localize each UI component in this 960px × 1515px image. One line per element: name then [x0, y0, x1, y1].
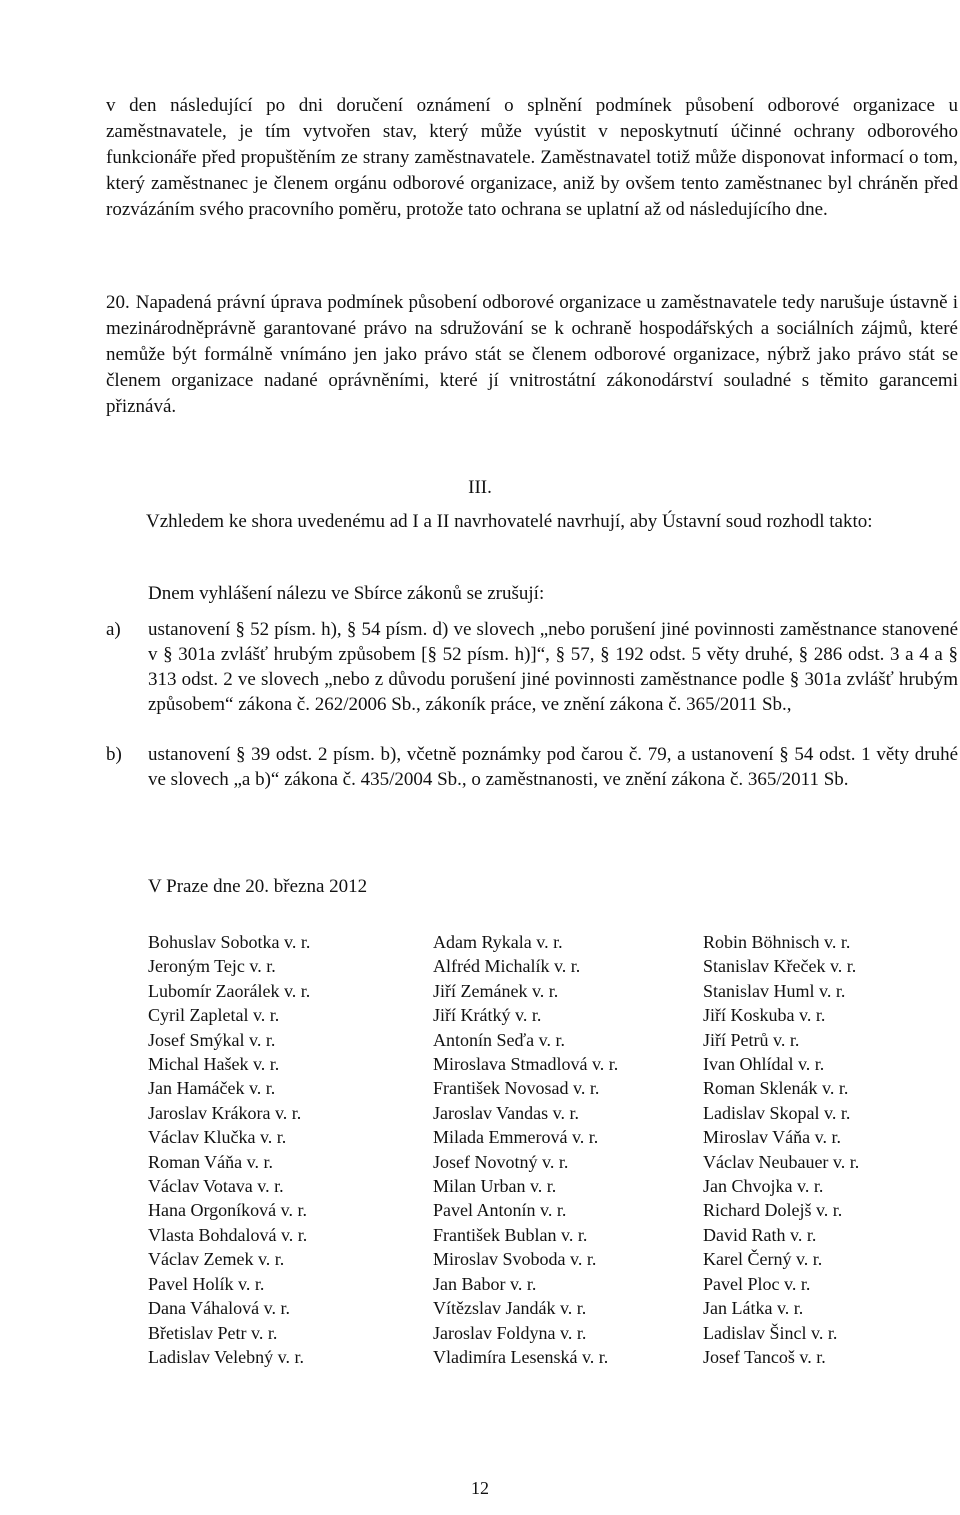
signatory-name: David Rath v. r.: [703, 1224, 817, 1245]
signatory-name: Stanislav Křeček v. r.: [703, 956, 857, 977]
section-heading: III.: [468, 477, 492, 498]
signatory-name: Jan Látka v. r.: [703, 1298, 804, 1319]
signature-column-1: [148, 930, 310, 1369]
signatures-block: [148, 930, 938, 1420]
signatory-name: Vladimíra Lesenská v. r.: [433, 1346, 609, 1367]
signatory-name: František Bublan v. r.: [433, 1224, 588, 1245]
decision-intro: Dnem vyhlášení nálezu ve Sbírce zákonů se zrušují:: [148, 583, 545, 604]
item-letter: a): [106, 619, 121, 640]
decision-item: [106, 742, 958, 792]
petition-paragraph: [106, 508, 958, 536]
signatory-name: Pavel Holík v. r.: [148, 1273, 265, 1294]
signatory-name: Václav Votava v. r.: [148, 1176, 284, 1197]
signatory-name: Jaroslav Vandas v. r.: [433, 1102, 579, 1123]
signatory-name: Josef Tancoš v. r.: [703, 1346, 826, 1367]
signatory-name: Dana Váhalová v. r.: [148, 1298, 290, 1319]
signatory-name: Jan Babor v. r.: [433, 1273, 537, 1294]
signatory-name: Jiří Zemánek v. r.: [433, 980, 559, 1001]
signatory-name: Milan Urban v. r.: [433, 1176, 557, 1197]
signatory-name: Ladislav Skopal v. r.: [703, 1102, 851, 1123]
signatory-name: Hana Orgoníková v. r.: [148, 1200, 307, 1221]
signatory-name: Jiří Petrů v. r.: [703, 1029, 800, 1050]
signatory-name: Lubomír Zaorálek v. r.: [148, 980, 311, 1001]
signatory-name: Alfréd Michalík v. r.: [433, 956, 581, 977]
item-text: ustanovení § 39 odst. 2 písm. b), včetně poznámky pod čarou č. 79, a ustanovení § 54 odst. 1 věty druhé ve slovech „a b)“ zákona č. 435/2004 Sb., o zaměstnanosti, ve znění zákona č. 365/2011 Sb.: [148, 744, 958, 790]
signatory-name: Ivan Ohlídal v. r.: [703, 1054, 825, 1075]
signatory-name: Václav Klučka v. r.: [148, 1127, 287, 1148]
item-text: ustanovení § 52 písm. h), § 54 písm. d) ve slovech „nebo porušení jiné povinnosti zaměstnance stanovené v § 301a zvlášť hrubým způsobem [§ 52 písm. h)]“, § 57, § 192 odst. 5 věty druhé, § 286 odst. 3 a 4 a § 313 odst. 2 ve slovech „nebo z důvodu porušení jiné povinnosti zaměstnance podle § 301a zvlášť hrubým způsobem“ zákona č. 262/2006 Sb., zákoník práce, ve znění zákona č. 365/2011 Sb.,: [148, 619, 958, 715]
signatory-name: Jaroslav Krákora v. r.: [148, 1102, 302, 1123]
signatory-name: Ladislav Velebný v. r.: [148, 1346, 304, 1367]
signatory-name: Antonín Seďa v. r.: [433, 1029, 565, 1050]
signatory-name: Miroslav Váňa v. r.: [703, 1127, 841, 1148]
signatory-name: Karel Černý v. r.: [703, 1249, 823, 1270]
signatory-name: Jiří Koskuba v. r.: [703, 1005, 826, 1026]
signatory-name: Václav Zemek v. r.: [148, 1249, 285, 1270]
signatory-name: Jan Hamáček v. r.: [148, 1078, 276, 1099]
signatory-name: Břetislav Petr v. r.: [148, 1322, 278, 1343]
signatory-name: Vlasta Bohdalová v. r.: [148, 1224, 308, 1245]
signatory-name: Miroslava Stmadlová v. r.: [433, 1054, 619, 1075]
signatory-name: Pavel Ploc v. r.: [703, 1273, 811, 1294]
signatory-name: Adam Rykala v. r.: [433, 932, 563, 952]
signatory-name: Roman Sklenák v. r.: [703, 1078, 849, 1099]
signatory-name: Robin Böhnisch v. r.: [703, 932, 851, 952]
signatory-name: Josef Smýkal v. r.: [148, 1029, 276, 1050]
signatory-name: Jeroným Tejc v. r.: [148, 956, 276, 977]
place-and-date: V Praze dne 20. března 2012: [148, 876, 368, 897]
signatory-name: Michal Hašek v. r.: [148, 1054, 280, 1075]
signatory-name: Stanislav Huml v. r.: [703, 980, 846, 1001]
paragraph-20-text: Napadená právní úprava podmínek působení odborové organizace u zaměstnavatele tedy narušuje ústavně i mezinárodněprávně garantované právo na sdružování se k ochraně hospodářských a sociálních zájmů, které nemůže být formálně vnímáno jen jako právo stát se členem odborové organizace, nýbrž jako právo stát se členem organizace nadané oprávněními, které jí vnitrostátní zákonodárství souladné s těmito garancemi přiznává.: [106, 292, 958, 417]
signatory-name: Cyril Zapletal v. r.: [148, 1005, 280, 1026]
signatory-name: Pavel Antonín v. r.: [433, 1200, 567, 1221]
signatory-name: Ladislav Šincl v. r.: [703, 1322, 838, 1343]
item-letter: b): [106, 744, 122, 765]
signatory-name: Miroslav Svoboda v. r.: [433, 1249, 597, 1270]
signatory-name: Vítězslav Jandák v. r.: [433, 1298, 587, 1319]
signature-column-3: [703, 930, 859, 1369]
signatory-name: Roman Váňa v. r.: [148, 1151, 273, 1172]
signatory-name: Jaroslav Foldyna v. r.: [433, 1322, 587, 1343]
signature-column-2: [433, 930, 618, 1369]
paragraph-number: 20.: [106, 292, 130, 313]
page-number: 12: [471, 1478, 489, 1498]
signatory-name: Jiří Krátký v. r.: [433, 1005, 542, 1026]
signatory-name: František Novosad v. r.: [433, 1078, 600, 1099]
decision-item: [106, 617, 958, 717]
signatory-name: Josef Novotný v. r.: [433, 1151, 569, 1172]
signatory-name: Bohuslav Sobotka v. r.: [148, 932, 311, 952]
paragraph-continuation: v den následující po dni doručení oznámení o splnění podmínek působení odborové organizace u zaměstnavatele, je tím vytvořen stav, který může vyústit v neposkytnutí účinné ochrany odborového funkcionáře před propuštěním ze strany zaměstnavatele. Zaměstnavatel totiž může disponovat informací o tom, který zaměstnanec je členem orgánu odborové organizace, aniž by ovšem tento zaměstnanec byl chráněn před rozvázáním svého pracovního poměru, protože tato ochrana se uplatní až od následujícího dne.: [106, 95, 958, 220]
signatory-name: Richard Dolejš v. r.: [703, 1200, 843, 1221]
signatory-name: Václav Neubauer v. r.: [703, 1151, 860, 1172]
signatory-name: Milada Emmerová v. r.: [433, 1127, 599, 1148]
signatory-name: Jan Chvojka v. r.: [703, 1176, 824, 1197]
petition-text: Vzhledem ke shora uvedenému ad I a II navrhovatelé navrhují, aby Ústavní soud rozhodl takto:: [146, 511, 873, 532]
paragraph-20: [106, 290, 958, 420]
